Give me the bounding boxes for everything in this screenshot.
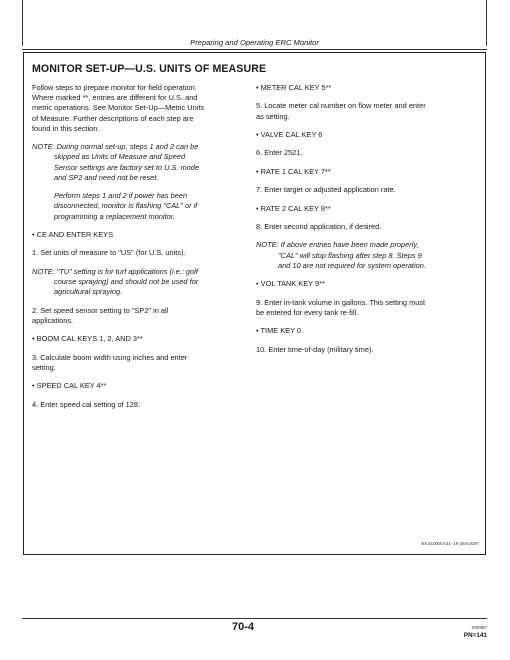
step-paragraph: 7. Enter target or adjusted application rate. (256, 185, 396, 195)
key-heading: • TIME KEY 0 (256, 326, 302, 336)
note-continuation: Perform steps 1 and 2 if power has been disconnected, monitor is flashing "CAL" or if programming a replacement monitor. (54, 191, 198, 221)
key-heading: • RATE 2 CAL KEY 8** (256, 203, 331, 213)
pn-number: PN=141 (463, 632, 487, 639)
step-paragraph: 4. Enter speed cal setting of 128. (32, 399, 141, 409)
left-column (32, 83, 247, 418)
step-paragraph: 10. Enter time-of-day (military time). (256, 344, 374, 354)
step-paragraph: 1. Set units of measure to "US" (for U.S. units). (32, 248, 186, 258)
running-header: Preparing and Operating ERC Monitor (190, 38, 319, 47)
step-paragraph: 3. Calculate boom width using inches and enter setting. (32, 352, 188, 372)
step-paragraph: 6. Enter 2521. (256, 148, 303, 158)
right-column (256, 83, 478, 363)
header-rule (22, 49, 487, 50)
step-paragraph: 8. Enter second application, if desired. (256, 221, 382, 231)
key-heading: • CE AND ENTER KEYS (32, 230, 114, 239)
note-paragraph: NOTE: If above entries have been made properly, "CAL" will stop flashing after step 8. Steps 9 and 10 are not required for system operation. (256, 240, 426, 270)
key-heading: • VOL TANK KEY 9** (256, 279, 325, 289)
key-heading: • SPEED CAL KEY 4** (32, 381, 107, 391)
step-paragraph: 2. Set speed sensor setting to "SP2" in all applications. (32, 305, 169, 325)
note-paragraph: NOTE: "TU" setting is for turf applications (i.e.: golf course spraying) and should not be used for agricultural spraying. (32, 266, 199, 297)
content-box (23, 52, 486, 555)
note-paragraph: NOTE: During normal set-up, steps 1 and 2 can be skipped as Units of Measure and Speed Sensor settings are factory set to U.S. mode and SP2 and need not be reset. (32, 142, 200, 182)
step-paragraph: 9. Enter in-tank volume in gallons. This setting must be entered for every tank re-fill. (256, 297, 426, 317)
key-heading: • METER CAL KEY 5** (256, 83, 332, 92)
key-heading: • RATE 1 CAL KEY 7** (256, 166, 331, 176)
key-heading: • VALVE CAL KEY 6 (256, 129, 323, 139)
footer-code: 080997 (471, 625, 487, 630)
step-paragraph: Follow steps to prepare monitor for field operation. Where marked **, entries are different for U.S. and metric operations. See Monitor Set-Up—Metric Units of Measure. Further descriptions of each step are found in this section. (32, 83, 205, 133)
key-heading: • BOOM CAL KEYS 1, 2, AND 3** (32, 334, 143, 344)
page-number: 70-4 (232, 621, 255, 633)
step-paragraph: 5. Locate meter cal number on flow meter and enter as setting. (256, 101, 426, 121)
footer-rule (22, 618, 487, 619)
box-reference-code: NX,6100M,A34 -19-26AUG97 (420, 541, 479, 546)
section-title: MONITOR SET-UP—U.S. UNITS OF MEASURE (32, 63, 267, 75)
